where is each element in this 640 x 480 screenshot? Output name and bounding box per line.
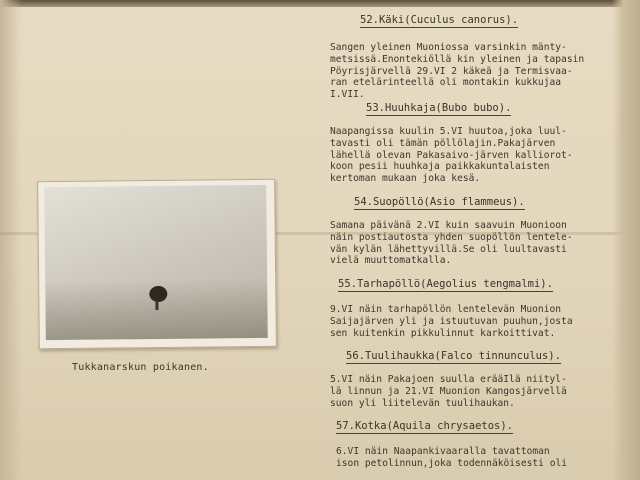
- text-line: suon yli liitelevän tuulihaukan.: [330, 397, 515, 409]
- text-line: 6.VI näin Naapankivaaralla tavattoman: [336, 446, 550, 457]
- text-line: vielä muuttomatkalla.: [330, 255, 452, 267]
- text-line: Sangen yleinen Muoniossa varsinkin mänty-: [330, 42, 567, 53]
- entry-heading-57: 57.Kotka(Aquila chrysaetos).: [336, 420, 514, 432]
- text-line: kertoman mukaan joka kesä.: [330, 173, 481, 185]
- entry-text-57: [336, 446, 567, 470]
- text-line: metsissä.Enontekiöllä kin yleinen ja tapasin: [330, 53, 585, 65]
- next-page-edge: [612, 0, 640, 480]
- text-line: koon pesii huuhkaja paikkakuntalaisten: [330, 161, 550, 173]
- text-line: I.VII.: [330, 89, 365, 101]
- text-line: 5.VI näin Pakajoen suulla erääIlä niityl-: [330, 374, 567, 385]
- entry-text-56: [330, 374, 567, 409]
- photo-chick-leg: [155, 300, 158, 310]
- entry-heading-56: 56.Tuulihaukka(Falco tinnunculus).: [346, 350, 561, 362]
- entry-text-55: [330, 304, 573, 339]
- pasted-photograph: [37, 179, 277, 349]
- page-top-edge: [0, 0, 640, 7]
- text-line: Samana päivänä 2.VI kuin saavuin Muonioon: [330, 220, 567, 231]
- text-line: lä linnun ja 21.VI Muonion Kangosjärvellä: [330, 385, 567, 397]
- text-line: tavasti oli tämän pöllölajin.Pakajärven: [330, 137, 556, 149]
- text-line: ran etelärinteellä oli montakin kukkujaa: [330, 77, 562, 89]
- text-line: sen kuitenkin pikkulinnut karkoittivat.: [330, 327, 556, 339]
- text-line: Saijajärven yli ja istuutuvan puuhun,josta: [330, 315, 573, 327]
- text-line: näin postiautosta yhden suopöllön lentele-: [330, 231, 573, 243]
- text-line: lähellä olevan Pakasaivo-järven kalliorot-: [330, 149, 573, 161]
- entry-heading-55: 55.Tarhapöllö(Aegolius tengmalmi).: [338, 278, 553, 290]
- entry-heading-52: 52.Käki(Cuculus canorus).: [360, 14, 519, 26]
- entry-text-52: [330, 42, 584, 101]
- entry-text-54: [330, 220, 573, 267]
- entry-text-53: [330, 126, 573, 185]
- photo-image: [44, 185, 268, 340]
- text-line: vän kylän lähettyvillä.Se oli luultavasti: [330, 243, 567, 255]
- entry-heading-53: 53.Huuhkaja(Bubo bubo).: [366, 102, 512, 114]
- text-line: 9.VI näin tarhapöllön lentelevän Muonion: [330, 304, 562, 315]
- page-spine-shadow: [0, 0, 22, 480]
- photo-caption: Tukkanarskun poikanen.: [72, 362, 209, 373]
- entry-heading-54: 54.Suopöllö(Asio flammeus).: [354, 196, 525, 208]
- text-line: Naapangissa kuulin 5.VI huutoa,joka luul-: [330, 126, 567, 137]
- text-line: Pöyrisjärvellä 29.VI 2 käkeä ja Termisvaa-: [330, 65, 573, 77]
- text-line: ison petolinnun,joka todennäköisesti oli: [336, 457, 568, 469]
